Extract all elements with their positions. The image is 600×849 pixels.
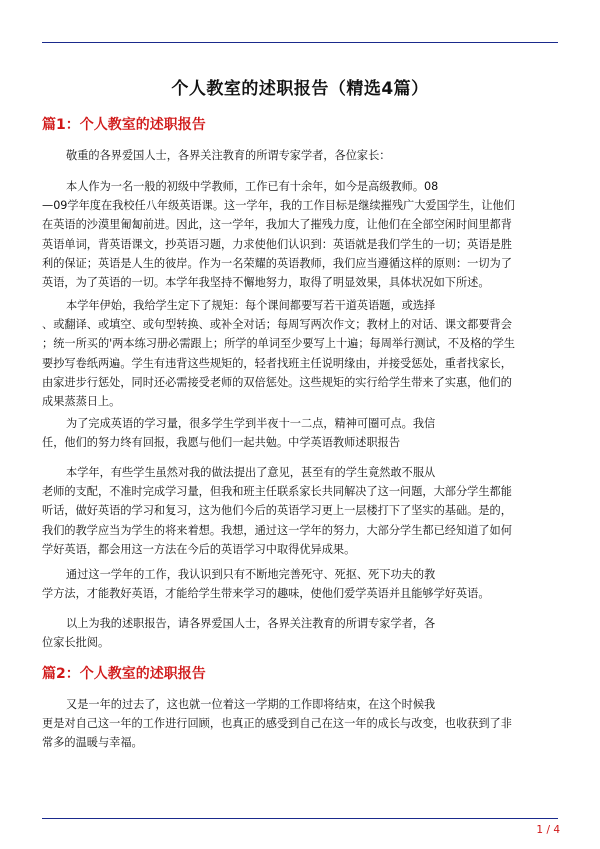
text-line: 本学年，有些学生虽然对我的做法提出了意见，甚至有的学生竟然敢不服从 bbox=[66, 466, 436, 479]
paragraph bbox=[42, 695, 558, 753]
section-2-heading: 篇2：个人教室的述职报告 bbox=[42, 666, 206, 682]
section-1-heading: 篇1：个人教室的述职报告 bbox=[42, 117, 206, 133]
paragraph bbox=[42, 146, 558, 165]
paragraph bbox=[42, 565, 558, 603]
paragraph bbox=[42, 414, 558, 452]
text-line: 要抄写卷纸两遍。学生有违背这些规矩的，轻者找班主任说明缘由，并接受惩处，重者找家长， bbox=[42, 356, 512, 370]
text-line: 由家进步行惩处，同时还必需接受老师的双倍惩处。这些规矩的实行给学生带来了实惠，他们的 bbox=[42, 375, 512, 389]
text-line: 英语单词，背英语课文，抄英语习题，力求使他们认识到：英语就是我们学生的一切；英语是胜 bbox=[42, 237, 512, 251]
text-line: 利的保证；英语是人生的彼岸。作为一名荣耀的英语教师，我们应当遵循这样的原则：一切为了 bbox=[42, 256, 512, 270]
page-title: 个人教室的述职报告（精选4篇） bbox=[171, 79, 429, 99]
text-line: 英语，为了英语的一切。本学年我坚持不懈地努力，取得了明显效果，具体状况如下所述。 bbox=[42, 276, 490, 290]
text-line: 常多的温暖与幸福。 bbox=[42, 736, 143, 750]
top-rule bbox=[42, 42, 558, 43]
text-line: 位家长批阅。 bbox=[42, 636, 110, 650]
text-line: 任，他们的努力终有回报，我愿与他们一起共勉。中学英语教师述职报告 bbox=[42, 436, 401, 450]
page-number: 1 / 4 bbox=[536, 824, 560, 836]
paragraph bbox=[42, 614, 558, 652]
paragraph bbox=[42, 296, 558, 411]
text-line: 为了完成英语的学习量，很多学生学到半夜十一二点，精神可圈可点。我信 bbox=[66, 417, 436, 430]
text-line: 通过这一学年的工作，我认识到只有不断地完善死守、死抠、死下功夫的教 bbox=[66, 568, 436, 581]
text-line: 在英语的沙漠里匍匐前进。因此，这一学年，我加大了摧残力度，让他们在全部空闲时间里都背 bbox=[42, 218, 512, 232]
text-line: 本学年伊始，我给学生定下了规矩：每个课间都要写若干道英语题，或选择 bbox=[66, 299, 436, 312]
text-line: ；统一所买的'两本练习册必需跟上；所学的单词至少要写上十遍；每周举行测试，不及格的学生 bbox=[42, 337, 515, 351]
text-line: 老师的支配，不准时完成学习量，但我和班主任联系家长共同解决了这一问题，大部分学生都能 bbox=[42, 485, 512, 499]
text-line: 更是对自己这一年的工作进行回顾，也真正的感受到自己在这一年的成长与改变，也收获到了非 bbox=[42, 717, 512, 731]
text-line: 学方法，才能教好英语，才能给学生带来学习的趣味，使他们爱学英语并且能够学好英语。 bbox=[42, 587, 490, 601]
paragraph bbox=[42, 463, 558, 559]
paragraph bbox=[42, 177, 558, 292]
text-line: —09学年度在我校任八年级英语课。这一学年，我的工作目标是继续摧残广大爱国学生，让他们 bbox=[42, 199, 515, 213]
bottom-rule bbox=[42, 818, 558, 819]
text-line: 、或翻译、或填空、或句型转换、或补全对话；每周写两次作文；教材上的对话、课文都要背会 bbox=[42, 318, 512, 332]
text-line: 本人作为一名一般的初级中学教师，工作已有十余年，如今是高级教师。08 bbox=[66, 180, 439, 193]
text-line: 我们的教学应当为学生的将来着想。我想，通过这一学年的努力，大部分学生都已经知道了如何 bbox=[42, 523, 512, 537]
text-line: 又是一年的过去了，这也就一位着这一学期的工作即将结束，在这个时候我 bbox=[66, 698, 436, 711]
text-line: 以上为我的述职报告，请各界爱国人士，各界关注教育的所谓专家学者，各 bbox=[66, 617, 436, 630]
text-line: 听话，做好英语的学习和复习，这为他们今后的英语学习更上一层楼打下了坚实的基础。是的， bbox=[42, 504, 512, 518]
text-line: 成果蒸蒸日上。 bbox=[42, 395, 121, 409]
text-line: 学好英语，都会用这一方法在今后的英语学习中取得优异成果。 bbox=[42, 542, 356, 556]
text-line: 敬重的各界爱国人士，各界关注教育的所谓专家学者，各位家长： bbox=[66, 149, 391, 162]
